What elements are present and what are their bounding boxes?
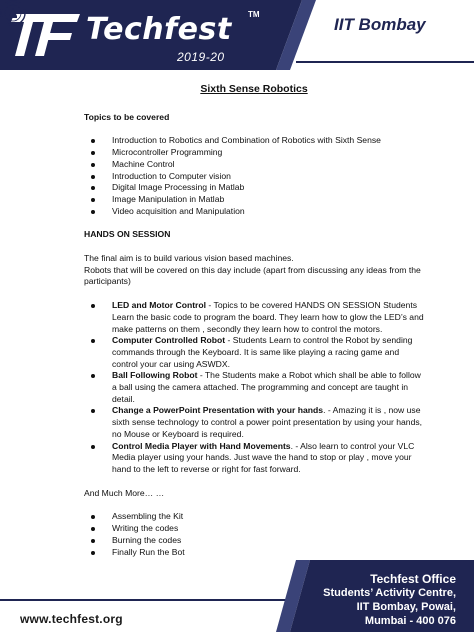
intro-robots: Robots that will be covered on this day include (apart from discussing any ideas from the participants) [84, 264, 421, 287]
office-title: Techfest Office [370, 572, 456, 586]
header-banner [0, 0, 474, 70]
list-item: Introduction to Robotics and Combination of Robotics with Sixth Sense [84, 135, 424, 147]
edition-year: 2019-20 [177, 50, 225, 64]
hands-on-heading: HANDS ON SESSION [84, 229, 171, 240]
brand-name: Techfest [86, 12, 232, 47]
list-item: Burning the codes [84, 535, 424, 547]
list-item: Image Manipulation in Matlab [84, 194, 424, 206]
letterhead-header [0, 0, 474, 70]
document-title: Sixth Sense Robotics [200, 83, 308, 95]
list-item: Introduction to Computer vision [84, 171, 424, 183]
list-item: Assembling the Kit [84, 511, 424, 523]
topics-heading: Topics to be covered [84, 111, 170, 122]
list-item [84, 441, 424, 476]
address-line: Students’ Activity Centre, [323, 587, 456, 599]
document-body [84, 84, 424, 558]
extras-list [84, 511, 424, 558]
list-item [84, 300, 424, 335]
robot-name: Change a PowerPoint Presentation with your hands [112, 405, 324, 416]
address-line: IIT Bombay, Powai, [356, 601, 456, 613]
robot-description: . - Amazing it is , now use sixth sense technology to control a power point presentation by using your hands, no Mouse or Keyboard is required. [112, 405, 423, 439]
robot-description: . - Also learn to control your VLC Media player using your hands. Just wave the hand to stop or play , move your hand to the left to reverse or right for fast forward. [112, 440, 415, 474]
topics-list [84, 135, 424, 217]
robot-name: Control Media Player with Hand Movements [112, 440, 291, 451]
list-item: Microcontroller Programming [84, 147, 424, 159]
list-item: Finally Run the Bot [84, 547, 424, 559]
list-item [84, 335, 424, 370]
robot-name: Computer Controlled Robot [112, 335, 226, 346]
website-link[interactable]: www.techfest.org [20, 612, 123, 626]
office-address [323, 572, 456, 628]
list-item: Writing the codes [84, 523, 424, 535]
robot-description: - The Students make a Robot which shall be able to follow a ball using the camera attached. The programming and concept are taught in detail. [112, 370, 421, 404]
list-item: Digital Image Processing in Matlab [84, 182, 424, 194]
list-item: Video acquisition and Manipulation [84, 206, 424, 218]
list-item [84, 405, 424, 440]
list-item [84, 370, 424, 405]
more-note: And Much More… … [84, 487, 165, 498]
intro-aim: The final aim is to build various vision based machines. [84, 253, 294, 264]
robot-description: - Topics to be covered HANDS ON SESSION Students Learn the basic code to program the board. They learn how to glow the LED’s and make patterns on them , secondly they learn how to control the motors. [112, 300, 424, 334]
list-item: Machine Control [84, 159, 424, 171]
robot-name: Ball Following Robot [112, 370, 198, 381]
robot-description: - Students Learn to control the Robot by sending commands through the Keyboard. It is same like playing a racing game and control your car using ASWDX. [112, 335, 413, 369]
iitb-seal-icon [0, 0, 26, 26]
trademark-mark: TM [248, 10, 260, 19]
address-line: Mumbai - 400 076 [364, 615, 456, 627]
robots-list [84, 300, 424, 476]
institute-name: IIT Bombay [334, 15, 426, 34]
letterhead-footer [0, 560, 474, 632]
robot-name: LED and Motor Control [112, 300, 207, 311]
